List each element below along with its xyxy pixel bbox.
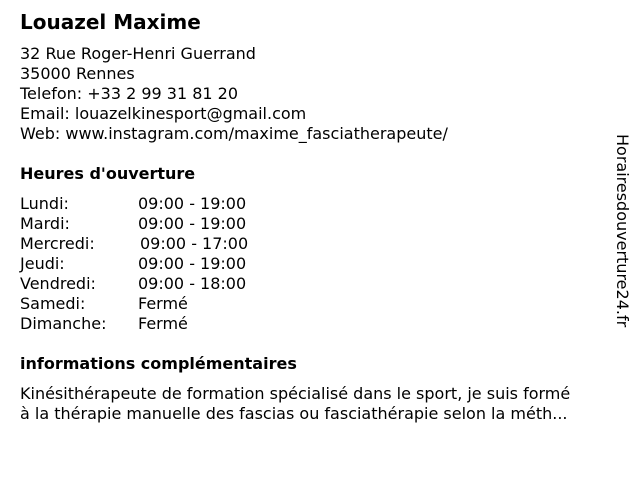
day-hours: Fermé (138, 294, 188, 313)
contact-block (20, 44, 448, 144)
day-hours: 09:00 - 17:00 (140, 234, 249, 253)
hours-row-thursday (20, 254, 320, 274)
info-heading: informations complémentaires (20, 354, 297, 373)
day-label: Dimanche: (20, 314, 107, 333)
day-label: Lundi: (20, 194, 69, 213)
day-label: Mercredi: (20, 234, 95, 253)
day-label: Jeudi: (20, 254, 65, 273)
info-line: Kinésithérapeute de formation spécialisé dans le sport, je suis formé (20, 384, 571, 403)
hours-row-friday (20, 274, 320, 294)
opening-hours-table (20, 194, 320, 334)
hours-row-sunday (20, 314, 320, 334)
watermark-text: Horairesdouverture24.fr (613, 134, 632, 328)
address-city: 35000 Rennes (20, 64, 135, 83)
day-label: Vendredi: (20, 274, 96, 293)
info-line: à la thérapie manuelle des fascias ou fasciathérapie selon la méth... (20, 404, 568, 423)
email-text: Email: louazelkinesport@gmail.com (20, 104, 307, 123)
day-hours: 09:00 - 19:00 (138, 194, 247, 213)
phone-text: Telefon: +33 2 99 31 81 20 (20, 84, 239, 103)
info-description (20, 384, 620, 424)
day-hours: 09:00 - 19:00 (138, 214, 247, 233)
day-label: Mardi: (20, 214, 70, 233)
day-hours: 09:00 - 18:00 (138, 274, 247, 293)
day-hours: 09:00 - 19:00 (138, 254, 247, 273)
day-label: Samedi: (20, 294, 86, 313)
hours-row-tuesday (20, 214, 320, 234)
address-street: 32 Rue Roger-Henri Guerrand (20, 44, 256, 63)
hours-heading: Heures d'ouverture (20, 164, 196, 183)
hours-row-wednesday (20, 234, 320, 254)
site-watermark (612, 134, 632, 344)
business-name: Louazel Maxime (20, 10, 201, 34)
day-hours: Fermé (138, 314, 188, 333)
web-text: Web: www.instagram.com/maxime_fasciatherapeute/ (20, 124, 448, 143)
hours-row-saturday (20, 294, 320, 314)
hours-row-monday (20, 194, 320, 214)
